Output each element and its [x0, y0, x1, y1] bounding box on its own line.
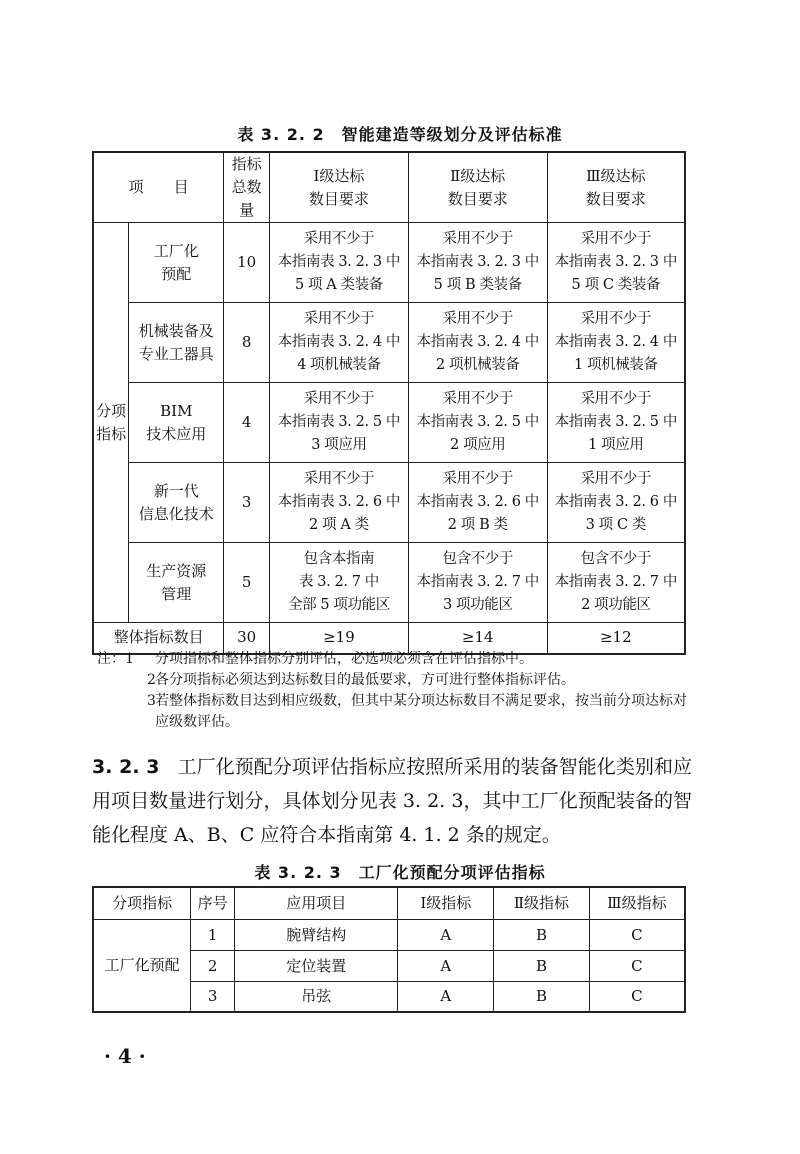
row-level3: C	[589, 919, 685, 950]
group-label: 分项 指标	[93, 223, 129, 623]
row-count: 8	[224, 303, 270, 383]
row-level3: C	[589, 981, 685, 1012]
row-level2: B	[494, 981, 590, 1012]
row-item: 吊弦	[235, 981, 398, 1012]
row-level2: B	[494, 950, 590, 981]
total-level2: ≥14	[408, 623, 547, 654]
row-count: 10	[224, 223, 270, 303]
row-name: 机械装备及 专业工器具	[129, 303, 224, 383]
row-level1: 包含本指南 表 3. 2. 7 中 全部 5 项功能区	[270, 543, 409, 623]
header-item: 项 目	[93, 152, 224, 223]
page-number: · 4 ·	[104, 1044, 146, 1068]
note-text: 若整体指标数目达到相应级数，但其中某分项达标数目不满足要求，按当前分项达标对应级数评估。	[155, 693, 687, 730]
row-level1: 采用不少于 本指南表 3. 2. 4 中 4 项机械装备	[270, 303, 409, 383]
table-row	[93, 919, 685, 950]
row-no: 2	[191, 950, 235, 981]
header-cell: Ⅰ级指标	[398, 887, 494, 919]
row-level1: A	[398, 950, 494, 981]
table-row	[93, 223, 685, 303]
row-level2: 采用不少于 本指南表 3. 2. 4 中 2 项机械装备	[408, 303, 547, 383]
header-cell: 分项指标	[93, 887, 191, 919]
row-level3: 采用不少于 本指南表 3. 2. 6 中 3 项 C 类	[547, 463, 685, 543]
note-number: 2	[147, 672, 156, 688]
table-row	[93, 303, 685, 383]
row-level1: 采用不少于 本指南表 3. 2. 5 中 3 项应用	[270, 383, 409, 463]
row-level1: A	[398, 981, 494, 1012]
table-row	[93, 543, 685, 623]
row-count: 4	[224, 383, 270, 463]
prefab-evaluation-table	[92, 886, 686, 1013]
row-name: 新一代 信息化技术	[129, 463, 224, 543]
row-no: 1	[191, 919, 235, 950]
header-level2: Ⅱ级达标 数目要求	[408, 152, 547, 223]
row-level1: A	[398, 919, 494, 950]
row-level2: B	[494, 919, 590, 950]
total-count: 30	[224, 623, 270, 654]
note-number: 注：1	[97, 651, 134, 667]
table-header-row	[93, 887, 685, 919]
table-notes	[97, 649, 699, 733]
group-cell: 工厂化预配	[93, 919, 191, 1012]
header-cell: 序号	[191, 887, 235, 919]
row-no: 3	[191, 981, 235, 1012]
note-item	[119, 670, 699, 691]
clause-paragraph	[92, 750, 692, 852]
header-cell: 应用项目	[235, 887, 398, 919]
row-level1: 采用不少于 本指南表 3. 2. 6 中 2 项 A 类	[270, 463, 409, 543]
clause-number: 3. 2. 3	[92, 756, 160, 778]
header-cell: Ⅱ级指标	[494, 887, 590, 919]
row-level2: 采用不少于 本指南表 3. 2. 3 中 5 项 B 类装备	[408, 223, 547, 303]
note-text: 各分项指标必须达到达标数目的最低要求，方可进行整体指标评估。	[155, 672, 575, 688]
row-level1: 采用不少于 本指南表 3. 2. 3 中 5 项 A 类装备	[270, 223, 409, 303]
note-number: 3	[147, 693, 156, 709]
clause-text: 工厂化预配分项评估指标应按照所采用的装备智能化类别和应用项目数量进行划分，具体划分见表 3. 2. 3，其中工厂化预配装备的智能化程度 A、B、C 应符合本指南第 4. 1. 2 条的规定。	[92, 756, 692, 846]
note-item	[119, 691, 699, 733]
row-level3: 采用不少于 本指南表 3. 2. 4 中 1 项机械装备	[547, 303, 685, 383]
table-row	[93, 463, 685, 543]
row-name: 生产资源 管理	[129, 543, 224, 623]
row-count: 3	[224, 463, 270, 543]
table-header-row	[93, 152, 685, 223]
row-item: 定位装置	[235, 950, 398, 981]
row-name: 工厂化 预配	[129, 223, 224, 303]
header-cell: Ⅲ级指标	[589, 887, 685, 919]
total-level3: ≥12	[547, 623, 685, 654]
note-item	[97, 649, 699, 670]
header-level1: Ⅰ级达标 数目要求	[270, 152, 409, 223]
total-level1: ≥19	[270, 623, 409, 654]
row-level2: 采用不少于 本指南表 3. 2. 5 中 2 项应用	[408, 383, 547, 463]
table-3-2-3-caption: 表 3. 2. 3 工厂化预配分项评估指标	[254, 863, 546, 882]
row-level3: 采用不少于 本指南表 3. 2. 5 中 1 项应用	[547, 383, 685, 463]
row-level3: 包含不少于 本指南表 3. 2. 7 中 2 项功能区	[547, 543, 685, 623]
note-text: 分项指标和整体指标分别评估，必选项必须含在评估指标中。	[155, 651, 533, 667]
row-name: BIM 技术应用	[129, 383, 224, 463]
row-level2: 包含不少于 本指南表 3. 2. 7 中 3 项功能区	[408, 543, 547, 623]
grading-standard-table	[92, 151, 686, 655]
row-level3: C	[589, 950, 685, 981]
row-level2: 采用不少于 本指南表 3. 2. 6 中 2 项 B 类	[408, 463, 547, 543]
header-count: 指标 总数量	[224, 152, 270, 223]
row-level3: 采用不少于 本指南表 3. 2. 3 中 5 项 C 类装备	[547, 223, 685, 303]
table-row	[93, 383, 685, 463]
total-label: 整体指标数目	[93, 623, 224, 654]
row-item: 腕臂结构	[235, 919, 398, 950]
header-level3: Ⅲ级达标 数目要求	[547, 152, 685, 223]
row-count: 5	[224, 543, 270, 623]
table-3-2-2-caption: 表 3. 2. 2 智能建造等级划分及评估标准	[237, 125, 563, 144]
